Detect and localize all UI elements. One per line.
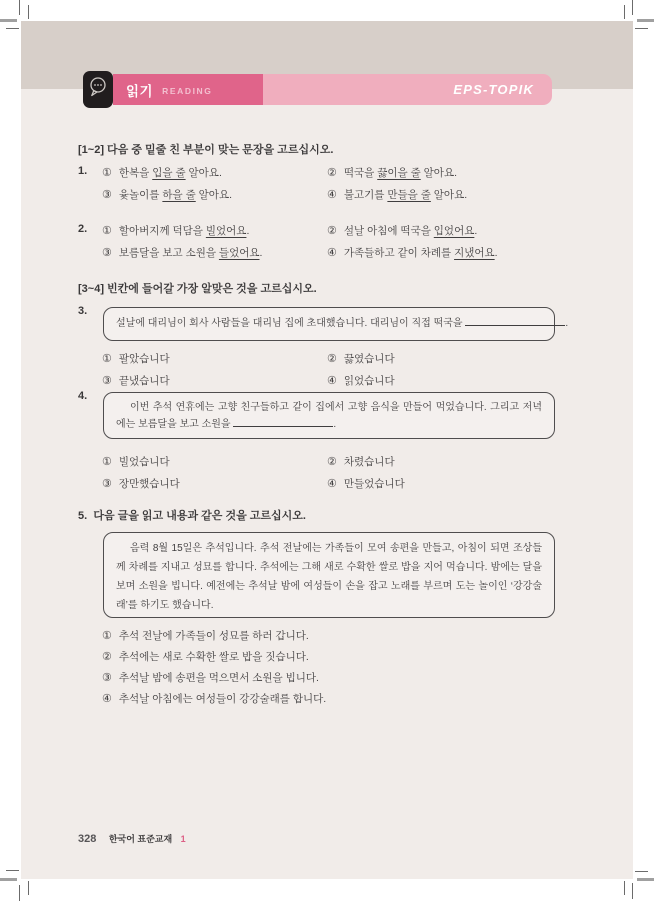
option-marker: ④ [327, 375, 337, 387]
option-marker: ② [327, 225, 337, 237]
underlined-part: 지냈어요 [454, 247, 495, 259]
option-text: 가족들하고 같이 차례를 [343, 247, 455, 259]
option-text: 차렸습니다 [343, 456, 395, 468]
q1-option-2 [327, 165, 457, 180]
underlined-part: 만들을 줄 [387, 189, 431, 201]
option-text: 추석날 밤에 송편을 먹으면서 소원을 빕니다. [118, 672, 319, 684]
page-number: 328 [78, 833, 97, 845]
q4-option-1 [102, 454, 170, 469]
option-text: 추석에는 새로 수확한 쌀로 밥을 짓습니다. [118, 651, 309, 663]
underlined-part: 들었어요 [218, 247, 260, 259]
q5-option-2 [102, 649, 309, 664]
crop-mark [19, 0, 20, 15]
option-marker: ④ [327, 189, 337, 201]
option-marker: ① [102, 456, 112, 468]
q5-heading [78, 507, 306, 523]
option-text: 끝냈습니다 [118, 375, 170, 387]
q1-option-1 [102, 165, 222, 180]
crop-mark [28, 5, 29, 19]
q2-option-3 [102, 245, 262, 260]
passage-text: 이번 추석 연휴에는 고향 친구들하고 같이 집에서 고향 음식을 만들어 먹었습니다. 그리고 저녁에는 보름달을 보고 소원을 [116, 402, 542, 430]
option-text: 설날 아침에 떡국을 [343, 225, 434, 237]
option-text: 빌었습니다 [118, 456, 170, 468]
option-marker: ③ [102, 247, 112, 259]
q4-option-4 [327, 476, 405, 491]
textbook-page [21, 21, 633, 879]
underlined-part: 끓이을 줄 [377, 167, 421, 179]
crop-mark [6, 28, 19, 29]
option-text: 읽었습니다 [343, 375, 395, 387]
q3-option-1 [102, 351, 170, 366]
option-text: . [474, 225, 478, 237]
q1-option-3 [102, 187, 232, 202]
passage-period: . [565, 318, 569, 329]
q4-number: 4. [78, 390, 88, 402]
book-title: 한국어 표준교재 [108, 834, 173, 844]
fill-in-blank [233, 417, 333, 427]
q3-number: 3. [78, 305, 88, 317]
section-title-bar [113, 74, 263, 105]
section-title-english: READING [162, 85, 213, 96]
option-text: 알아요. [420, 167, 457, 179]
option-text: 추석 전날에 가족들이 성묘를 하러 갑니다. [118, 630, 309, 642]
option-text: 불고기를 [343, 189, 388, 201]
passage-text: 음력 8월 15일은 추석입니다. 추석 전날에는 가족들이 모여 송편을 만들고, 아침이 되면 조상들께 차례를 지내고 성묘를 합니다. 추석에는 그해 새로 수확한 쌀로 밥을 지어 먹습니다. 밤에는 달을 보며 소원을 빕니다. 예전에는 추석날 밤에 여성들이 손을 잡고 노래를 부르며 도는 놀이인 ‘강강술래’를 하기도 했습니다. [116, 543, 542, 611]
option-text: 떡국을 [343, 167, 378, 179]
q3-passage-box [103, 307, 569, 341]
option-marker: ① [102, 353, 112, 365]
underlined-part: 빌었어요 [205, 225, 247, 237]
instruction-q3-4: [3~4] 빈칸에 들어갈 가장 알맞은 것을 고르십시오. [78, 283, 317, 295]
q1-number: 1. [78, 165, 88, 177]
q3-option-4 [327, 373, 395, 388]
section-title-korean: 읽기 [126, 83, 154, 99]
book-volume: 1 [180, 834, 186, 844]
option-text: 끓였습니다 [343, 353, 395, 365]
underlined-part: 입을 줄 [152, 167, 186, 179]
option-text: 알아요. [185, 167, 222, 179]
crop-mark [28, 881, 29, 895]
option-text: . [259, 247, 263, 259]
crop-mark [635, 871, 648, 872]
option-marker: ② [327, 456, 337, 468]
option-text: . [246, 225, 250, 237]
option-text: . [494, 247, 498, 259]
option-marker: ③ [102, 375, 112, 387]
option-text: 팔았습니다 [118, 353, 170, 365]
crop-mark [624, 5, 625, 19]
option-text: 알아요. [195, 189, 232, 201]
q2-option-2 [327, 223, 477, 238]
option-text: 윷놀이를 [118, 189, 163, 201]
brand-bar [263, 74, 552, 105]
q4-passage-box [103, 392, 555, 439]
option-marker: ① [102, 225, 112, 237]
option-marker: ④ [102, 693, 112, 705]
underlined-part: 하을 줄 [162, 189, 196, 201]
option-text: 알아요. [430, 189, 468, 201]
crop-mark [635, 28, 648, 29]
q3-option-2 [327, 351, 395, 366]
option-marker: ① [102, 167, 112, 179]
option-marker: ② [102, 651, 112, 663]
option-marker: ① [102, 630, 112, 642]
passage-text: 설날에 대리님이 회사 사람들을 대리님 집에 초대했습니다. 대리님이 직접 떡국을 [116, 318, 466, 329]
q4-option-3 [102, 476, 180, 491]
option-marker: ② [327, 167, 337, 179]
eps-topik-logo: EPS-TOPIK [453, 82, 534, 97]
option-marker: ③ [102, 672, 112, 684]
crop-mark [6, 870, 19, 871]
crop-mark [637, 19, 654, 22]
q4-option-2 [327, 454, 395, 469]
option-marker: ④ [327, 247, 337, 259]
crop-mark [637, 878, 654, 881]
passage-period: . [333, 419, 337, 430]
option-text: 할아버지께 덕담을 [118, 225, 206, 237]
option-text: 장만했습니다 [118, 478, 180, 490]
option-text: 보름달을 보고 소원을 [118, 247, 219, 259]
crop-mark [0, 19, 17, 22]
crop-mark [19, 885, 20, 901]
crop-mark [0, 878, 17, 881]
option-marker: ② [327, 353, 337, 365]
q5-option-1 [102, 628, 309, 643]
crop-mark [624, 881, 625, 895]
option-marker: ④ [327, 478, 337, 490]
q2-option-1 [102, 223, 249, 238]
q2-number: 2. [78, 223, 88, 235]
crop-mark [632, 0, 633, 15]
fill-in-blank [465, 316, 565, 326]
instruction-q5: 다음 글을 읽고 내용과 같은 것을 고르십시오. [93, 510, 306, 522]
q5-option-3 [102, 670, 319, 685]
option-marker: ③ [102, 478, 112, 490]
crop-mark [632, 883, 633, 899]
option-text: 추석날 아침에는 여성들이 강강술래를 합니다. [118, 693, 327, 705]
option-text: 만들었습니다 [343, 478, 405, 490]
option-text: 한복을 [118, 167, 153, 179]
reading-skill-badge [83, 71, 113, 108]
q3-option-3 [102, 373, 170, 388]
q1-option-4 [327, 187, 467, 202]
option-marker: ③ [102, 189, 112, 201]
instruction-q1-2: [1~2] 다음 중 밑줄 친 부분이 맞는 문장을 고르십시오. [78, 144, 334, 156]
q5-passage-box [103, 532, 555, 618]
q5-option-4 [102, 691, 326, 706]
underlined-part: 입었어요 [433, 225, 475, 237]
page-footer [78, 829, 186, 847]
speech-bubble-icon [87, 75, 109, 105]
q5-number: 5. [78, 510, 88, 522]
q2-option-4 [327, 245, 498, 260]
